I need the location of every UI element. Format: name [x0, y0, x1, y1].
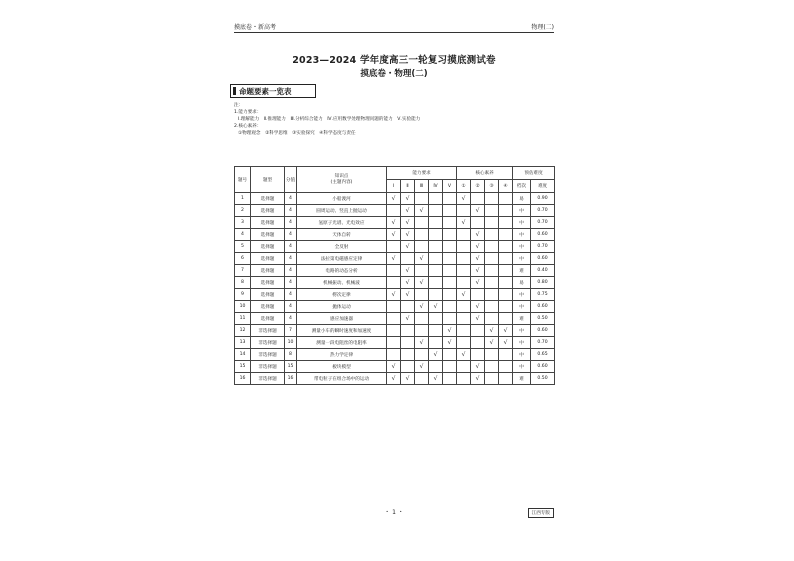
ability-cell-3: √: [415, 277, 429, 289]
question-score: 4: [285, 301, 297, 313]
ability-cell-2: [401, 337, 415, 349]
ability-cell-1: √: [387, 289, 401, 301]
ability-cell-5: [443, 313, 457, 325]
difficulty-coefficient: 0.40: [531, 265, 555, 277]
core-cell-1: [457, 301, 471, 313]
exam-subtitle: 摸底卷・物理(二): [360, 69, 428, 79]
table-row: [235, 241, 555, 253]
core-cell-1: [457, 241, 471, 253]
difficulty-level: 中: [513, 337, 531, 349]
question-type: 选择题: [251, 253, 285, 265]
question-type: 选择题: [251, 265, 285, 277]
table-row: [235, 193, 555, 205]
header-right: 物理(二): [531, 24, 554, 31]
th-type: 题型: [251, 167, 285, 193]
core-cell-2: [471, 325, 485, 337]
core-cell-4: [499, 265, 513, 277]
ability-cell-4: [429, 277, 443, 289]
question-number: 8: [235, 277, 251, 289]
question-type: 选择题: [251, 277, 285, 289]
difficulty-level: 难: [513, 373, 531, 385]
question-number: 12: [235, 325, 251, 337]
ability-cell-3: √: [415, 253, 429, 265]
th-kp: 知识点 (主题内容): [297, 167, 387, 193]
ability-cell-1: √: [387, 253, 401, 265]
question-type: 选择题: [251, 289, 285, 301]
element-table: [234, 166, 555, 385]
core-cell-3: [485, 289, 499, 301]
ability-cell-3: [415, 217, 429, 229]
ability-cell-2: √: [401, 205, 415, 217]
question-score: 4: [285, 241, 297, 253]
question-number: 1: [235, 193, 251, 205]
core-cell-3: √: [485, 337, 499, 349]
question-type: 非选择题: [251, 361, 285, 373]
core-cell-3: [485, 217, 499, 229]
core-cell-2: √: [471, 241, 485, 253]
question-score: 4: [285, 205, 297, 217]
difficulty-coefficient: 0.75: [531, 289, 555, 301]
difficulty-coefficient: 0.70: [531, 205, 555, 217]
question-score: 4: [285, 193, 297, 205]
table-row: [235, 325, 555, 337]
ability-cell-4: [429, 361, 443, 373]
core-cell-4: [499, 313, 513, 325]
core-cell-1: [457, 361, 471, 373]
ability-cell-3: [415, 313, 429, 325]
core-cell-2: √: [471, 301, 485, 313]
core-cell-3: [485, 277, 499, 289]
ability-cell-4: √: [429, 373, 443, 385]
core-cell-1: [457, 265, 471, 277]
core-cell-3: [485, 205, 499, 217]
core-cell-4: [499, 349, 513, 361]
core-cell-3: [485, 241, 499, 253]
core-cell-2: [471, 337, 485, 349]
question-number: 5: [235, 241, 251, 253]
core-cell-1: [457, 253, 471, 265]
core-cell-4: [499, 241, 513, 253]
ability-cell-2: √: [401, 229, 415, 241]
core-cell-4: [499, 253, 513, 265]
question-number: 15: [235, 361, 251, 373]
core-cell-4: [499, 373, 513, 385]
question-score: 4: [285, 229, 297, 241]
ability-cell-3: √: [415, 301, 429, 313]
knowledge-point: 板块模型: [297, 361, 387, 373]
core-cell-4: [499, 229, 513, 241]
core-cell-3: [485, 265, 499, 277]
question-type: 选择题: [251, 217, 285, 229]
difficulty-level: 中: [513, 229, 531, 241]
th-num: 题号: [235, 167, 251, 193]
ability-cell-4: [429, 253, 443, 265]
core-cell-2: [471, 217, 485, 229]
ability-cell-1: [387, 277, 401, 289]
th-score: 分值: [285, 167, 297, 193]
core-cell-4: √: [499, 325, 513, 337]
ability-cell-2: [401, 361, 415, 373]
table-body: [235, 193, 555, 385]
ability-cell-5: [443, 301, 457, 313]
table-row: [235, 337, 555, 349]
question-score: 15: [285, 361, 297, 373]
difficulty-coefficient: 0.60: [531, 229, 555, 241]
th-ability-4: Ⅳ: [429, 180, 443, 193]
ability-cell-4: √: [429, 349, 443, 361]
ability-cell-5: √: [443, 337, 457, 349]
table-row: [235, 289, 555, 301]
edition-badge: 江西专版: [528, 508, 554, 518]
core-cell-2: [471, 193, 485, 205]
th-ability: 能力要求: [387, 167, 457, 180]
knowledge-point: 热力学定律: [297, 349, 387, 361]
knowledge-point: 小船渡河: [297, 193, 387, 205]
th-ability-1: Ⅰ: [387, 180, 401, 193]
core-cell-3: [485, 313, 499, 325]
core-cell-4: [499, 289, 513, 301]
notes: [234, 102, 554, 137]
table-row: [235, 253, 555, 265]
ability-cell-5: [443, 205, 457, 217]
question-score: 10: [285, 337, 297, 349]
knowledge-point: 测量小车的瞬时速度和加速度: [297, 325, 387, 337]
question-number: 14: [235, 349, 251, 361]
ability-cell-5: [443, 373, 457, 385]
core-cell-2: [471, 349, 485, 361]
core-cell-3: [485, 361, 499, 373]
difficulty-coefficient: 0.60: [531, 361, 555, 373]
question-number: 13: [235, 337, 251, 349]
difficulty-level: 中: [513, 253, 531, 265]
ability-cell-1: [387, 301, 401, 313]
difficulty-level: 难: [513, 265, 531, 277]
knowledge-point: 氢原子光谱、光电效应: [297, 217, 387, 229]
ability-cell-2: √: [401, 373, 415, 385]
ability-cell-4: [429, 229, 443, 241]
question-number: 4: [235, 229, 251, 241]
difficulty-level: 中: [513, 241, 531, 253]
ability-cell-1: [387, 349, 401, 361]
question-score: 4: [285, 253, 297, 265]
question-score: 16: [285, 373, 297, 385]
ability-cell-3: [415, 349, 429, 361]
question-number: 2: [235, 205, 251, 217]
paper-page: [226, 14, 562, 526]
knowledge-point: 机械振动、机械波: [297, 277, 387, 289]
ability-cell-5: [443, 265, 457, 277]
difficulty-coefficient: 0.60: [531, 253, 555, 265]
ability-cell-4: [429, 193, 443, 205]
ability-cell-2: √: [401, 217, 415, 229]
knowledge-point: 天体自转: [297, 229, 387, 241]
ability-cell-5: [443, 277, 457, 289]
ability-cell-2: √: [401, 313, 415, 325]
core-cell-3: [485, 349, 499, 361]
core-cell-4: [499, 361, 513, 373]
question-number: 10: [235, 301, 251, 313]
question-number: 6: [235, 253, 251, 265]
ability-cell-3: [415, 241, 429, 253]
ability-cell-4: [429, 337, 443, 349]
question-type: 选择题: [251, 205, 285, 217]
table-row: [235, 349, 555, 361]
notes-label: 注：: [234, 103, 244, 108]
core-cell-1: √: [457, 349, 471, 361]
table-row: [235, 373, 555, 385]
ability-title: 1.能力要求：: [234, 110, 262, 115]
th-core-3: ③: [485, 180, 499, 193]
difficulty-level: 中: [513, 289, 531, 301]
header-left: 摸底卷・新高考: [234, 24, 277, 31]
table-row: [235, 361, 555, 373]
core-cell-1: [457, 229, 471, 241]
core-cell-2: √: [471, 313, 485, 325]
knowledge-point: 测量一段电阻丝的电阻率: [297, 337, 387, 349]
question-score: 4: [285, 217, 297, 229]
difficulty-level: 中: [513, 301, 531, 313]
core-cell-1: [457, 205, 471, 217]
ability-cell-3: [415, 289, 429, 301]
table-row: [235, 205, 555, 217]
core-cell-1: [457, 325, 471, 337]
table-row: [235, 265, 555, 277]
knowledge-point: 电路的动态分析: [297, 265, 387, 277]
core-cell-2: √: [471, 277, 485, 289]
core-cell-3: √: [485, 325, 499, 337]
difficulty-coefficient: 0.70: [531, 241, 555, 253]
ability-cell-3: [415, 193, 429, 205]
th-core-1: ①: [457, 180, 471, 193]
question-type: 选择题: [251, 241, 285, 253]
ability-cell-1: √: [387, 217, 401, 229]
core-cell-3: [485, 193, 499, 205]
knowledge-point: 楞次定律: [297, 289, 387, 301]
section-title: 命题要素一览表: [230, 84, 316, 98]
core-cell-1: √: [457, 217, 471, 229]
core-cell-1: [457, 277, 471, 289]
ability-cell-2: √: [401, 265, 415, 277]
ability-cell-3: √: [415, 361, 429, 373]
ability-cell-4: [429, 241, 443, 253]
core-cell-2: [471, 289, 485, 301]
ability-cell-3: [415, 229, 429, 241]
ability-cell-5: [443, 349, 457, 361]
core-cell-4: [499, 193, 513, 205]
ability-cell-5: [443, 289, 457, 301]
difficulty-level: 中: [513, 361, 531, 373]
question-type: 非选择题: [251, 349, 285, 361]
ability-cell-1: [387, 337, 401, 349]
core-cell-3: [485, 229, 499, 241]
question-score: 4: [285, 277, 297, 289]
ability-cell-4: [429, 313, 443, 325]
ability-cell-3: [415, 265, 429, 277]
th-core-2: ②: [471, 180, 485, 193]
th-core-4: ④: [499, 180, 513, 193]
question-type: 选择题: [251, 313, 285, 325]
ability-cell-4: [429, 289, 443, 301]
difficulty-coefficient: 0.70: [531, 337, 555, 349]
question-score: 7: [285, 325, 297, 337]
th-coef: 难度: [531, 180, 555, 193]
ability-cell-3: [415, 325, 429, 337]
difficulty-coefficient: 0.70: [531, 217, 555, 229]
core-cell-1: √: [457, 289, 471, 301]
core-cell-2: √: [471, 229, 485, 241]
ability-cell-1: [387, 205, 401, 217]
question-number: 9: [235, 289, 251, 301]
core-items: ①物理观念 ②科学思维 ③实验探究 ④科学态度与责任: [238, 131, 356, 136]
difficulty-level: 中: [513, 325, 531, 337]
difficulty-level: 中: [513, 349, 531, 361]
page-number: ・ 1 ・: [384, 509, 404, 516]
question-score: 4: [285, 313, 297, 325]
core-cell-3: [485, 253, 499, 265]
running-header: [234, 22, 554, 33]
core-cell-2: √: [471, 361, 485, 373]
ability-cell-2: √: [401, 289, 415, 301]
question-number: 7: [235, 265, 251, 277]
ability-cell-5: [443, 253, 457, 265]
exam-title: 2023—2024 学年度高三一轮复习摸底测试卷: [292, 55, 496, 66]
ability-cell-3: √: [415, 337, 429, 349]
th-level: 档次: [513, 180, 531, 193]
core-cell-4: [499, 301, 513, 313]
difficulty-coefficient: 0.90: [531, 193, 555, 205]
th-ability-5: Ⅴ: [443, 180, 457, 193]
ability-cell-2: [401, 325, 415, 337]
question-type: 非选择题: [251, 337, 285, 349]
th-diff: 预估难度: [513, 167, 555, 180]
question-number: 3: [235, 217, 251, 229]
ability-cell-4: [429, 217, 443, 229]
core-cell-2: √: [471, 205, 485, 217]
difficulty-coefficient: 0.65: [531, 349, 555, 361]
knowledge-point: 全反射: [297, 241, 387, 253]
ability-cell-2: √: [401, 241, 415, 253]
table-row: [235, 229, 555, 241]
question-score: 4: [285, 289, 297, 301]
ability-cell-4: [429, 205, 443, 217]
core-title: 2.核心素养：: [234, 124, 262, 129]
core-cell-2: √: [471, 373, 485, 385]
knowledge-point: 法拉第电磁感应定律: [297, 253, 387, 265]
ability-cell-1: √: [387, 229, 401, 241]
question-number: 16: [235, 373, 251, 385]
question-score: 8: [285, 349, 297, 361]
question-type: 非选择题: [251, 325, 285, 337]
th-ability-3: Ⅲ: [415, 180, 429, 193]
ability-cell-1: √: [387, 373, 401, 385]
difficulty-coefficient: 0.50: [531, 373, 555, 385]
ability-cell-1: [387, 313, 401, 325]
core-cell-4: [499, 277, 513, 289]
question-type: 选择题: [251, 229, 285, 241]
table-row: [235, 313, 555, 325]
difficulty-level: 中: [513, 205, 531, 217]
ability-cell-1: √: [387, 193, 401, 205]
knowledge-point: 抛体运动: [297, 301, 387, 313]
core-cell-1: [457, 337, 471, 349]
core-cell-2: √: [471, 265, 485, 277]
difficulty-coefficient: 0.80: [531, 277, 555, 289]
ability-cell-5: [443, 217, 457, 229]
th-ability-2: Ⅱ: [401, 180, 415, 193]
core-cell-1: [457, 313, 471, 325]
ability-cell-1: [387, 265, 401, 277]
ability-cell-5: [443, 241, 457, 253]
ability-cell-1: [387, 325, 401, 337]
ability-cell-5: [443, 361, 457, 373]
core-cell-1: √: [457, 193, 471, 205]
difficulty-coefficient: 0.50: [531, 313, 555, 325]
core-cell-4: √: [499, 337, 513, 349]
question-score: 4: [285, 265, 297, 277]
ability-cell-4: √: [429, 301, 443, 313]
question-type: 选择题: [251, 301, 285, 313]
th-core: 核心素养: [457, 167, 513, 180]
ability-items: Ⅰ.理解能力 Ⅱ.推理能力 Ⅲ.分析综合能力 Ⅳ.应用数学处理物理问题的能力 Ⅴ.实验能力: [238, 117, 421, 122]
ability-cell-5: √: [443, 325, 457, 337]
knowledge-point: 感应加速器: [297, 313, 387, 325]
table-row: [235, 217, 555, 229]
ability-cell-2: [401, 253, 415, 265]
ability-cell-2: [401, 301, 415, 313]
ability-cell-4: [429, 325, 443, 337]
difficulty-coefficient: 0.60: [531, 301, 555, 313]
core-cell-2: √: [471, 253, 485, 265]
ability-cell-1: [387, 241, 401, 253]
core-cell-1: [457, 373, 471, 385]
ability-cell-4: [429, 265, 443, 277]
ability-cell-3: [415, 373, 429, 385]
ability-cell-2: √: [401, 277, 415, 289]
ability-cell-5: [443, 193, 457, 205]
question-type: 非选择题: [251, 373, 285, 385]
table-row: [235, 277, 555, 289]
difficulty-level: 难: [513, 313, 531, 325]
table-row: [235, 301, 555, 313]
difficulty-level: 易: [513, 193, 531, 205]
ability-cell-5: [443, 229, 457, 241]
core-cell-4: [499, 205, 513, 217]
ability-cell-2: [401, 349, 415, 361]
knowledge-point: 带电粒子在组合场中的运动: [297, 373, 387, 385]
ability-cell-3: √: [415, 205, 429, 217]
core-cell-4: [499, 217, 513, 229]
difficulty-level: 中: [513, 217, 531, 229]
ability-cell-1: √: [387, 361, 401, 373]
core-cell-3: [485, 301, 499, 313]
knowledge-point: 圆周运动、竖直上抛运动: [297, 205, 387, 217]
core-cell-3: [485, 373, 499, 385]
question-type: 选择题: [251, 193, 285, 205]
difficulty-coefficient: 0.60: [531, 325, 555, 337]
difficulty-level: 易: [513, 277, 531, 289]
ability-cell-2: √: [401, 193, 415, 205]
question-number: 11: [235, 313, 251, 325]
